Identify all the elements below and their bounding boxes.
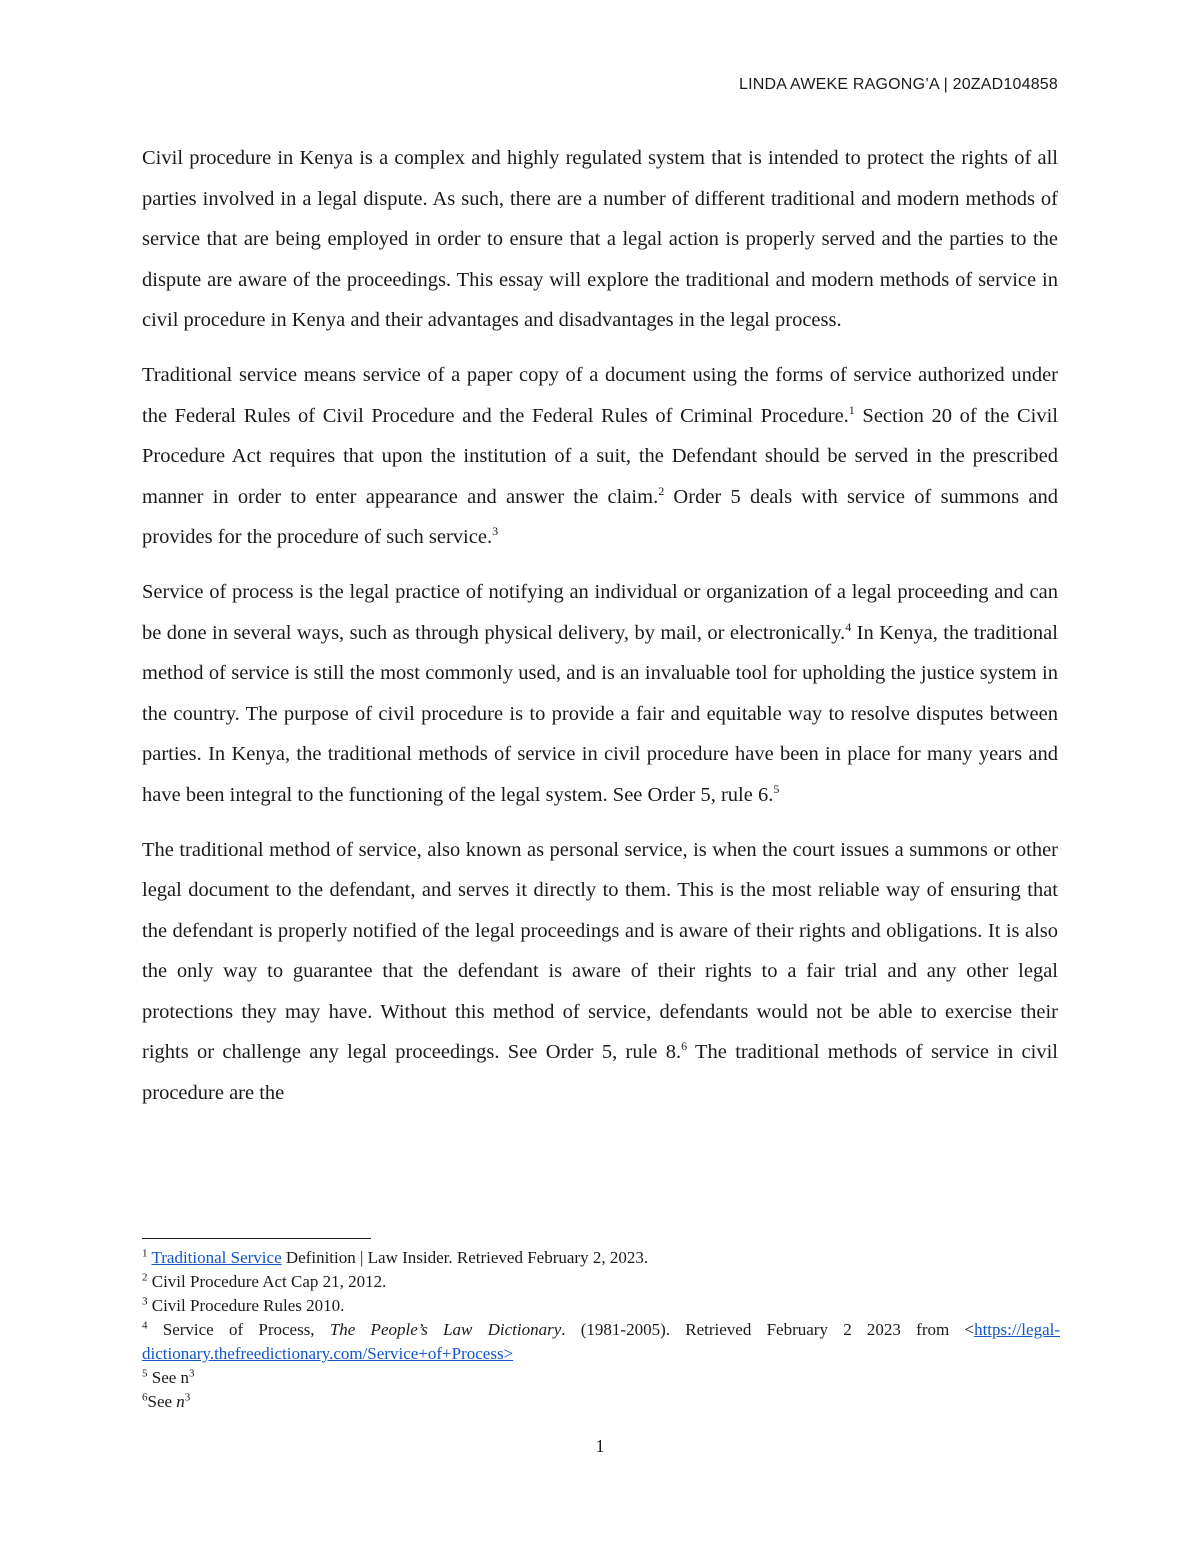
footnote-5-number: 5: [142, 1367, 148, 1380]
footnote-1-link[interactable]: Traditional Service: [151, 1248, 282, 1267]
paragraph-3: [142, 572, 1058, 816]
paragraph-2-text-b: Section 20 of the Civil Procedure Act requires that upon the institution of a suit, the Defendant should be served in the prescribed manner in order to enter appearance and answer the claim.: [142, 404, 1059, 508]
footnote-3: [142, 1294, 1060, 1318]
footnote-6-number: 6: [142, 1391, 148, 1404]
footnote-6-italic: n: [176, 1392, 185, 1411]
footnote-6: [142, 1390, 1060, 1414]
paragraph-2-text-a: Traditional service means service of a paper copy of a document using the forms of service authorized under the Federal Rules of Civil Procedure and the Federal Rules of Criminal Procedure.: [142, 363, 1058, 427]
paragraph-1: [142, 138, 1058, 341]
footnotes: [142, 1246, 1060, 1414]
footnote-3-number: 3: [142, 1295, 148, 1308]
footnote-4-text-a: Service of Process,: [147, 1320, 330, 1339]
footnote-3-text: Civil Procedure Rules 2010.: [147, 1296, 345, 1315]
footnote-1-number: 1: [142, 1247, 148, 1260]
footnote-5-ref: 3: [189, 1367, 195, 1380]
footnote-ref-1[interactable]: 1: [848, 402, 855, 417]
paragraph-2-text-c: Order 5 deals with service of summons and provides for the procedure of such service.: [142, 485, 1058, 549]
footnote-separator: [142, 1238, 371, 1239]
footnote-4: [142, 1318, 1060, 1366]
footnote-4-text-b: . (1981-2005). Retrieved February 2 2023 from <: [561, 1320, 975, 1339]
paragraph-4-text-b: The traditional methods of service in civil procedure are the: [142, 1041, 1058, 1105]
footnote-4-title: The People’s Law Dictionary: [329, 1320, 562, 1339]
paragraph-4-text-a: The traditional method of service, also known as personal service, is when the court issues a summons or other legal document to the defendant, and serves it directly to them. This is the most reliable way of ensuring that the defendant is properly notified of the legal proceedings and is aware of their rights and obligations. It is also the only way to guarantee that the defendant is aware of their rights to a fair trial and any other legal protections they may have. Without this method of service, defendants would not be able to exercise their rights or challenge any legal proceedings. See Order 5, rule 8.: [142, 838, 1058, 1064]
paragraph-4: [142, 830, 1058, 1114]
footnote-ref-2[interactable]: 2: [658, 483, 665, 498]
footnote-2-number: 2: [142, 1271, 148, 1284]
paragraph-3-text-a: Service of process is the legal practice of notifying an individual or organization of a legal proceeding and can be done in several ways, such as through physical delivery, by mail, or electronically.: [142, 580, 1058, 644]
footnote-6-text: See: [147, 1392, 177, 1411]
footnote-6-ref: 3: [184, 1391, 191, 1404]
footnote-1: [142, 1246, 1060, 1270]
footnote-ref-3[interactable]: 3: [492, 524, 499, 539]
body-text: [142, 138, 1058, 1128]
footnote-5: [142, 1366, 1060, 1390]
running-header: LINDA AWEKE RAGONG’A | 20ZAD104858: [739, 76, 1058, 93]
footnote-5-text: See n: [147, 1368, 190, 1387]
footnote-ref-5[interactable]: 5: [773, 782, 780, 797]
paragraph-3-text-b: In Kenya, the traditional method of service is still the most commonly used, and is an invaluable tool for upholding the justice system in the country. The purpose of civil procedure is to provide a fair and equitable way to resolve disputes between parties. In Kenya, the traditional methods of service in civil procedure have been in place for many years and have been integral to the functioning of the legal system. See Order 5, rule 6.: [142, 621, 1058, 806]
page-number: 1: [595, 1436, 605, 1456]
footnote-ref-4[interactable]: 4: [845, 619, 852, 634]
paragraph-1-text: Civil procedure in Kenya is a complex and highly regulated system that is intended to protect the rights of all parties involved in a legal dispute. As such, there are a number of different traditional and modern methods of service that are being employed in order to ensure that a legal action is properly served and the parties to the dispute are aware of the proceedings. This essay will explore the traditional and modern methods of service in civil procedure in Kenya and their advantages and disadvantages in the legal process.: [142, 147, 1058, 332]
footnote-2-text: Civil Procedure Act Cap 21, 2012.: [147, 1272, 387, 1291]
footnote-4-url-link[interactable]: https://legal-dictionary.thefreedictionary.com/Service+of+Process>: [142, 1320, 1060, 1363]
footnote-ref-6[interactable]: 6: [681, 1039, 688, 1054]
paragraph-2: [142, 355, 1058, 558]
footnote-1-text: Definition | Law Insider. Retrieved February 2, 2023.: [281, 1248, 649, 1267]
footnote-4-number: 4: [142, 1319, 148, 1332]
footnote-2: [142, 1270, 1060, 1294]
